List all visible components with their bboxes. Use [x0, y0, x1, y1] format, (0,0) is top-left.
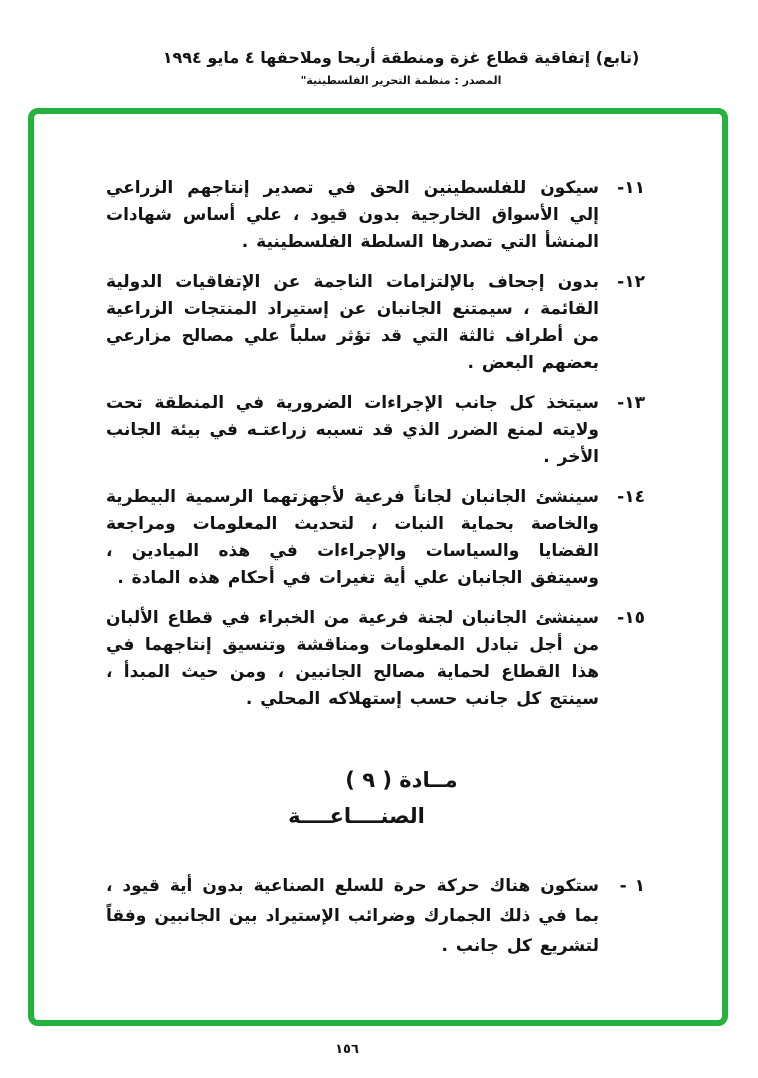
item-text: سيتخذ كل جانب الإجراءات الضرورية في المنطقة تحت ولايته لمنع الضرر الذي قد تسببه زراعتـه في بيئة الجانب الأخر .	[106, 393, 599, 467]
item-number: ١ -	[619, 876, 645, 896]
item-number: ١٤-	[617, 487, 645, 507]
article-items	[106, 871, 645, 961]
item-text: بدون إجحاف بالإلتزامات الناجمة عن الإتفاقيات الدولية القائمة ، سيمتنع الجانبان عن إستيراد المنتجات الزراعية من أطراف ثالثة التي قد تؤثر سلباً علي مصالح مزارعي بعضهم البعض .	[106, 272, 599, 373]
green-content-frame	[28, 108, 728, 1026]
item-text: ستكون هناك حركة حرة للسلع الصناعية بدون أية قيود ، بما في ذلك الجمارك وضرائب الإستيراد بين الجانبين وفقاً لتشريع كل جانب .	[106, 876, 599, 956]
document-source: المصدر : منظمة التحرير الفلسطينية"	[300, 74, 502, 87]
list-item-13	[106, 390, 645, 471]
list-item-12	[106, 269, 645, 377]
item-number: ١١-	[617, 178, 645, 198]
article-subtitle: الصنــــاعــــة	[288, 804, 425, 828]
list-item-14	[106, 484, 645, 592]
page-footer	[0, 1042, 694, 1057]
item-number: ١٢-	[617, 272, 645, 292]
article-list-item-1	[106, 871, 645, 961]
item-text: سينشئ الجانبان لجاناً فرعية لأجهزتهما الرسمية البيطرية والخاصة بحماية النبات ، لتحديث المعلومات ومراجعة القضايا والسياسات والإجراءات في هذه الميادين ، وسيتفق الجانبان علي أية تغيرات في أحكام هذه المادة .	[106, 487, 599, 588]
item-text: سيكون للفلسطينين الحق في تصدير إنتاجهم الزراعي إلي الأسواق الخارجية بدون قيود ، علي أساس شهادات المنشأ التي تصدرها السلطة الفلسطينية .	[106, 178, 599, 252]
list-item-15	[106, 605, 645, 713]
document-body	[34, 114, 722, 961]
item-number: ١٣-	[617, 393, 645, 413]
document-header	[22, 48, 758, 87]
article-heading	[106, 765, 645, 831]
item-number: ١٥-	[617, 608, 645, 628]
item-text: سينشئ الجانبان لجنة فرعية من الخبراء في قطاع الألبان من أجل تبادل المعلومات ومناقشة وتنسيق إنتاجهما في هذا القطاع لحماية مصالح الجانبين ، ومن حيث المبدأ ، سينتج كل جانب حسب إستهلاكه المحلي .	[106, 608, 599, 709]
article-title: مــادة ( ٩ )	[345, 768, 458, 792]
document-title: (تابع) إتفاقية قطاع غزة ومنطقة أريحا وملاحقها ٤ مايو ١٩٩٤	[162, 48, 640, 67]
list-item-11	[106, 175, 645, 256]
page-number: ١٥٦	[335, 1042, 359, 1057]
